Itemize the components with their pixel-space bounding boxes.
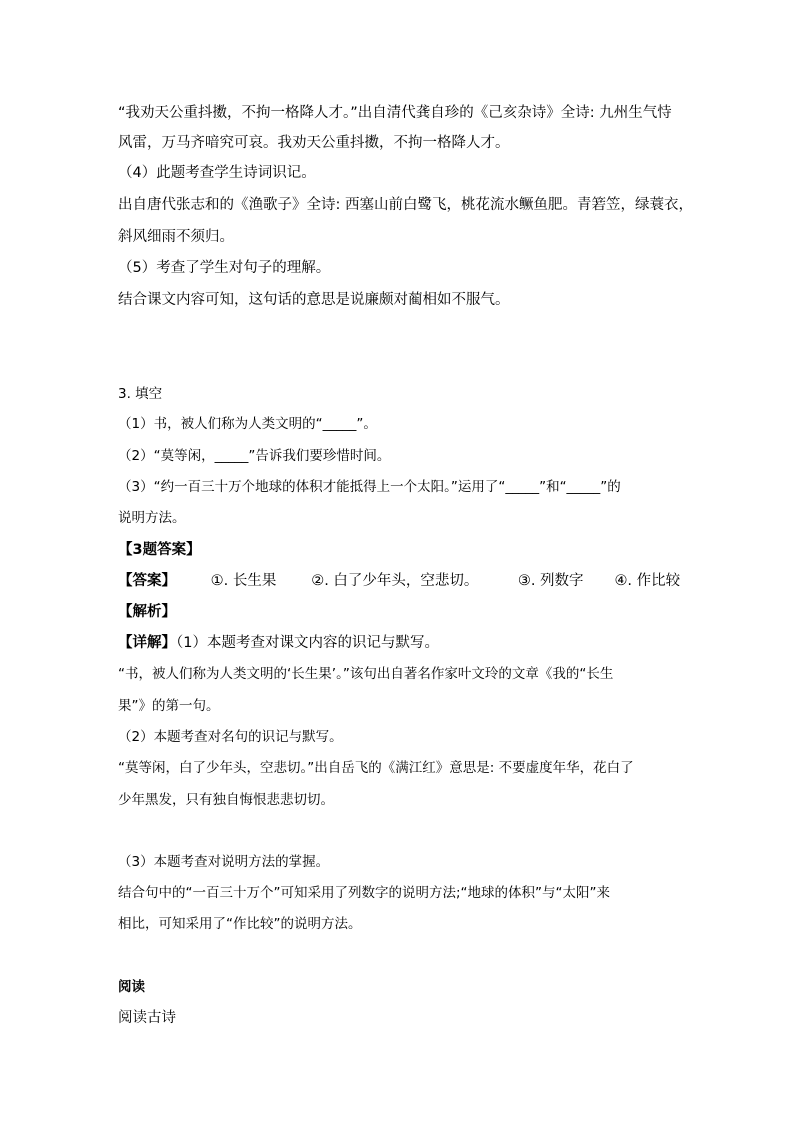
text-line: 果”》的第一句。	[118, 698, 220, 714]
question-title: 3. 填空	[118, 386, 163, 402]
answer-line	[118, 571, 680, 591]
answer-item: ②. 白了少年头，空悲切。	[311, 573, 479, 589]
answer-item: ④. 作比较	[614, 573, 681, 589]
text-line: （4）此题考查学生诗词识记。	[118, 165, 316, 181]
text-line: （5）考查了学生对句子的理解。	[118, 260, 331, 276]
text-line: 少年黑发，只有独自悔恨悲悲切切。	[118, 792, 334, 808]
section-subtitle: 阅读古诗	[118, 1010, 176, 1026]
text-line: 相比，可知采用了“作比较”的说明方法。	[118, 916, 362, 932]
text-line: （2）本题考查对名句的识记与默写。	[118, 729, 343, 745]
question-item: 说明方法。	[118, 510, 186, 526]
question-item: （3）“约一百三十万个地球的体积才能抵得上一个太阳。”运用了“_____”和“_____”的	[118, 479, 621, 495]
detail-line	[118, 633, 439, 653]
question-item: （1）书，被人们称为人类文明的“_____”。	[118, 416, 377, 432]
answer-label: 【答案】	[118, 573, 176, 589]
answer-header: 【3题答案】	[118, 542, 201, 558]
answer-item: ③. 列数字	[517, 573, 584, 589]
question-item: （2）“莫等闲，_____”告诉我们要珍惜时间。	[118, 448, 391, 464]
text-line: “莫等闲，白了少年头，空悲切。”出自岳飞的《满江红》意思是: 不要虚度年华，花白了	[118, 760, 634, 776]
text-line: “我劝天公重抖擞，不拘一格降人才。”出自清代龚自珍的《己亥杂诗》全诗: 九州生气恃	[118, 105, 672, 121]
answer-item: ①. 长生果	[210, 573, 277, 589]
text-line: 出自唐代张志和的《渔歌子》全诗: 西塞山前白鹭飞，桃花流水鳜鱼肥。青箬笠，绿蓑衣，	[118, 197, 693, 213]
detail-text: （1）本题考查对课文内容的识记与默写。	[176, 635, 439, 651]
text-line: “书，被人们称为人类文明的‘长生果’。”该句出自著名作家叶文玲的文章《我的“长生	[118, 666, 614, 682]
text-line: 风雷，万马齐喑究可哀。我劝天公重抖擞，不拘一格降人才。	[118, 135, 510, 151]
text-line: 斜风细雨不须归。	[118, 229, 234, 245]
section-title: 阅读	[118, 979, 145, 995]
text-line: （3）本题考查对说明方法的掌握。	[118, 854, 330, 870]
analysis-header: 【解析】	[118, 604, 176, 620]
text-line: 结合句中的“一百三十万个”可知采用了列数字的说明方法;“地球的体积”与“太阳”来	[118, 885, 611, 901]
text-line: 结合课文内容可知，这句话的意思是说廉颇对蔺相如不服气。	[118, 292, 510, 308]
detail-label: 【详解】	[118, 635, 176, 651]
